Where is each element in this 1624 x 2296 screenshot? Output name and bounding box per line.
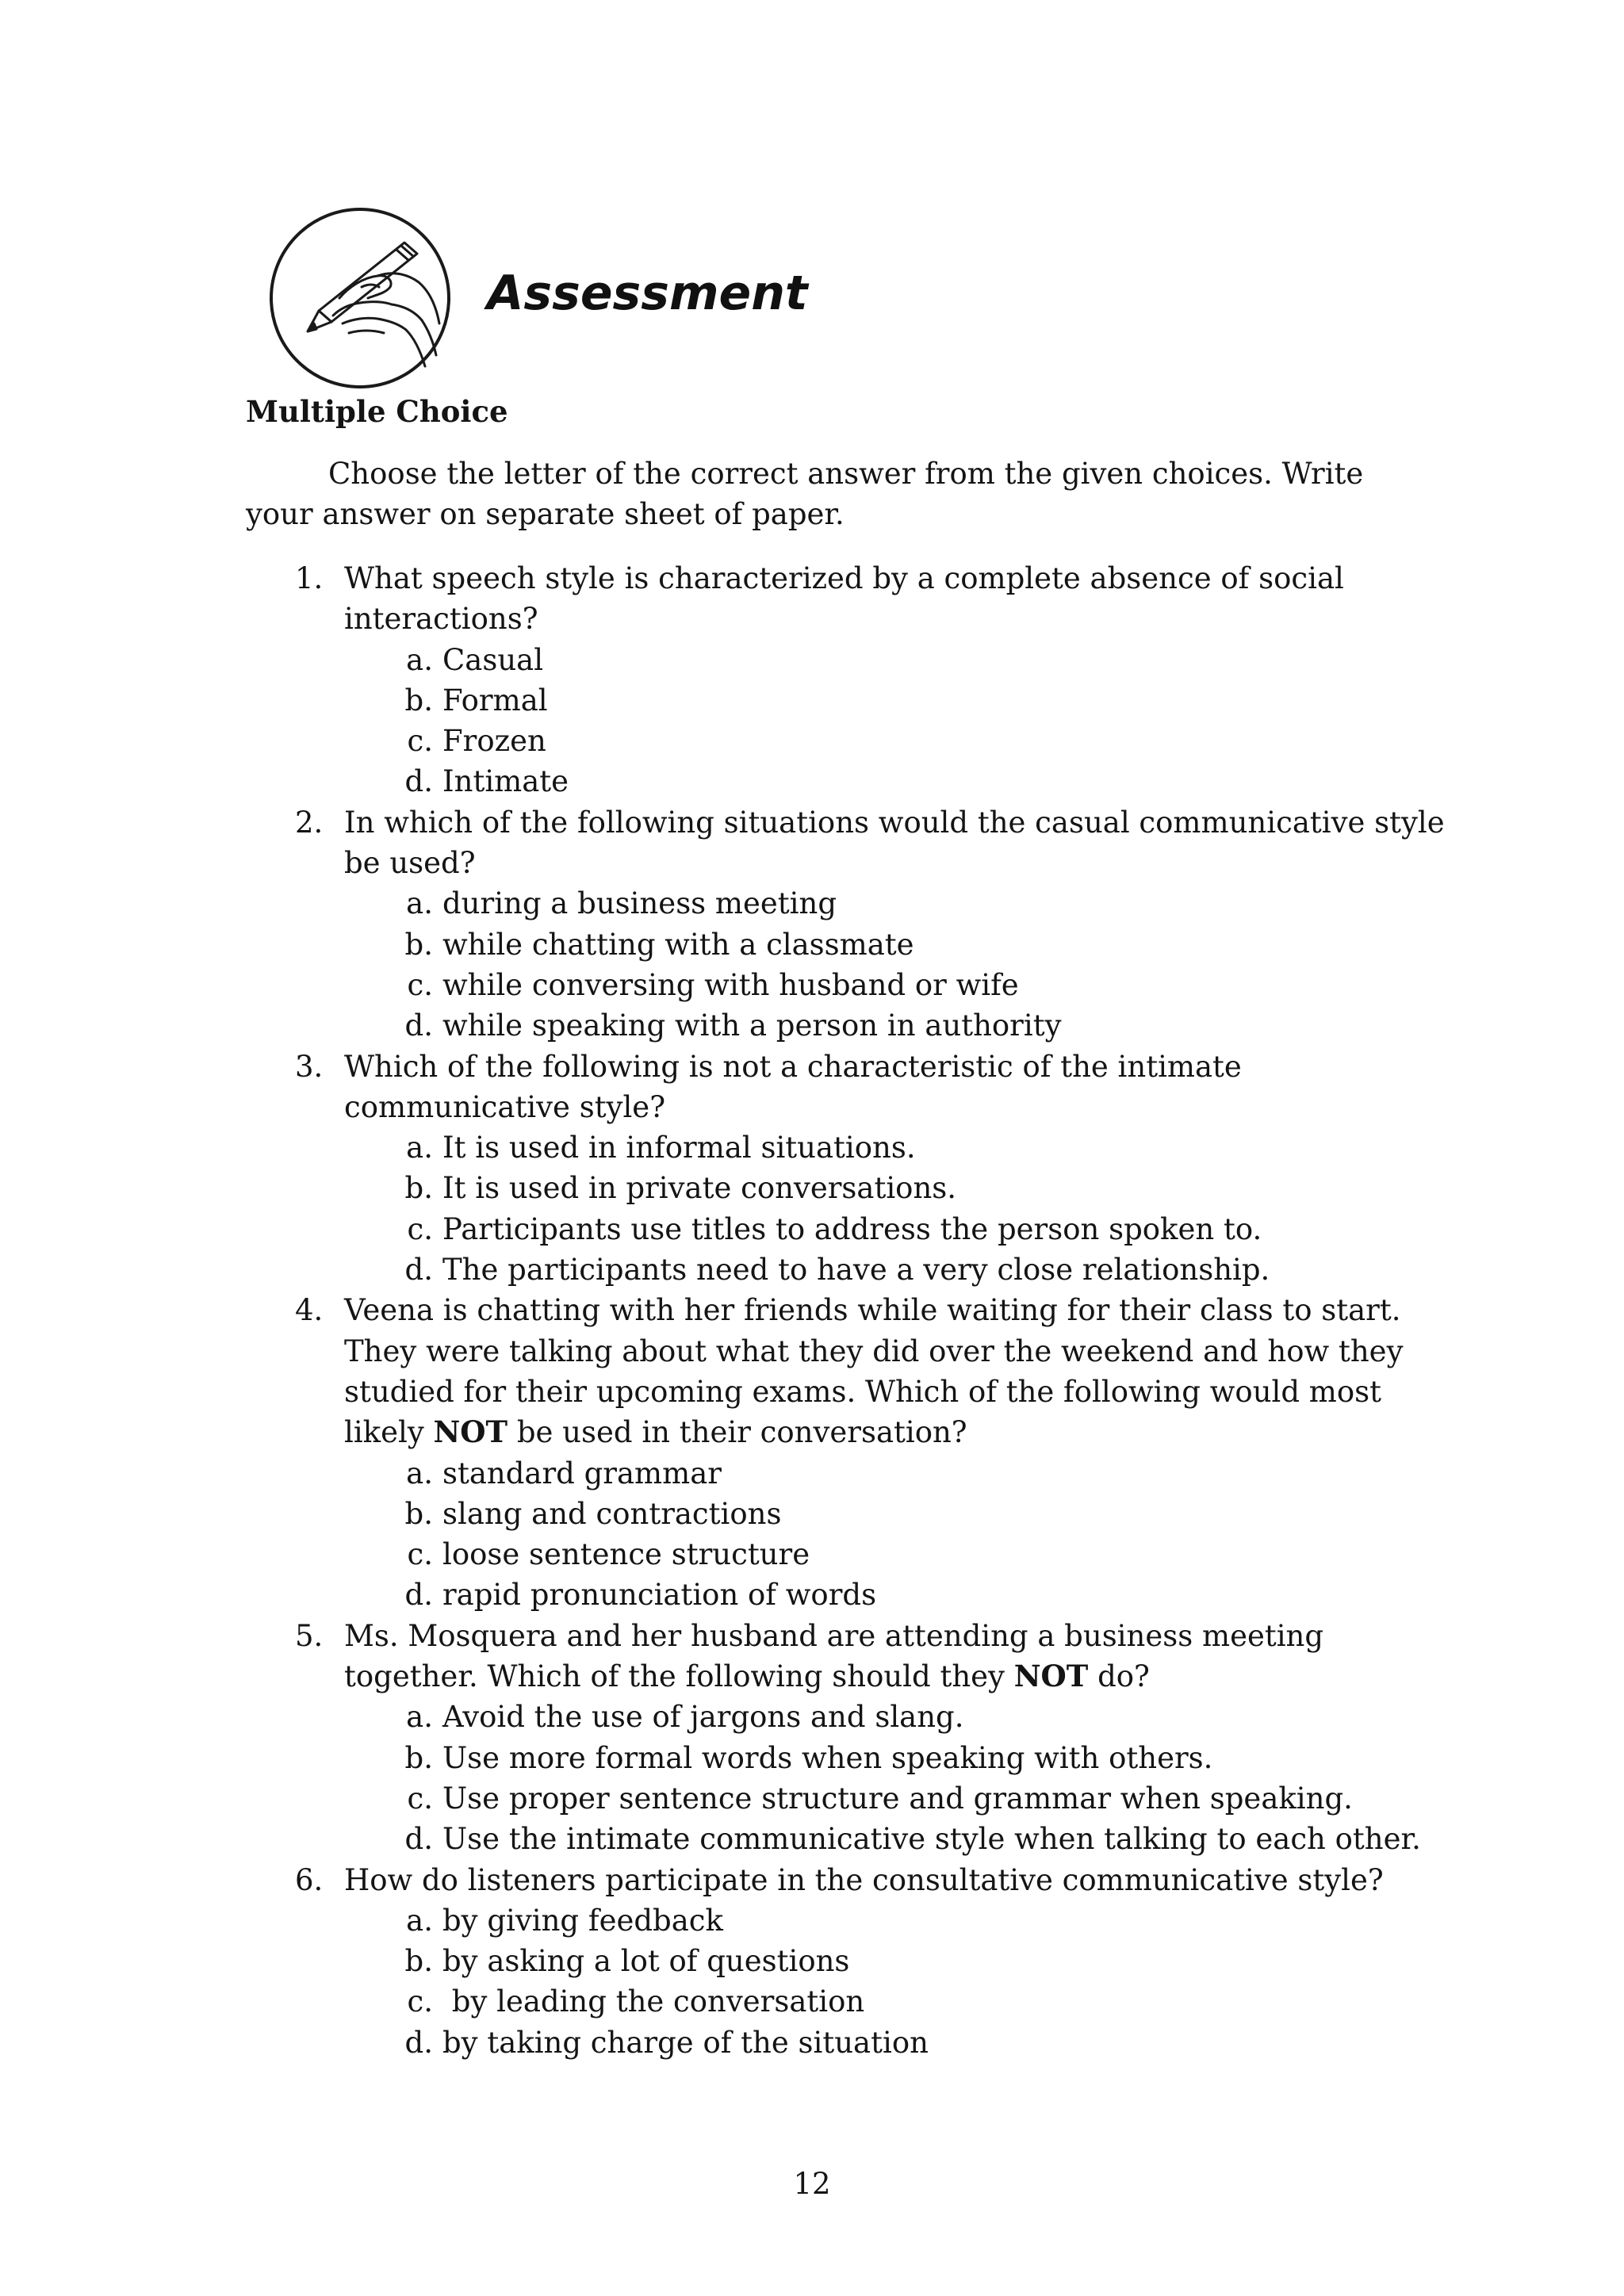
question-line: What speech style is characterized by a complete absence of social: [344, 561, 1344, 595]
choice-c: [246, 1981, 1467, 2022]
choice-text: while chatting with a classmate: [442, 927, 914, 962]
choice-d: [246, 761, 1467, 802]
question-number: 1.: [295, 561, 324, 595]
choice-a: [246, 640, 1467, 680]
choice-c: [246, 721, 1467, 761]
choice-letter: d.: [404, 1008, 433, 1043]
question-text: [344, 1616, 1467, 1697]
choice-b: [246, 1941, 1467, 1981]
question-number: 5.: [295, 1618, 324, 1653]
choice-letter: c.: [407, 1537, 433, 1572]
choice-text: standard grammar: [442, 1456, 722, 1490]
choice-b: [246, 1168, 1467, 1208]
choice-b: [246, 924, 1467, 965]
question-list: [246, 558, 1467, 2063]
choice-text: by giving feedback: [442, 1903, 723, 1938]
choice-letter: b.: [404, 1171, 433, 1206]
instructions: Choose the letter of the correct answer from the given choices. Write your answer on separate sheet of paper.: [246, 457, 1364, 531]
choice-b: [246, 1494, 1467, 1534]
emphasis-not: NOT: [433, 1414, 508, 1450]
emphasis-not: NOT: [1013, 1659, 1089, 1694]
choice-list: [246, 1697, 1467, 1859]
question-text: [344, 1860, 1467, 1900]
choice-text: Casual: [442, 642, 544, 677]
question-text: [344, 802, 1467, 884]
choice-text: loose sentence structure: [442, 1537, 810, 1572]
choice-letter: c.: [407, 1984, 433, 2019]
question-line: Which of the following is not a characteristic of the intimate: [344, 1049, 1242, 1084]
choice-text: by leading the conversation: [442, 1984, 865, 2019]
choice-d: [246, 1819, 1467, 1859]
choice-letter: d.: [404, 1822, 433, 1857]
choice-letter: a.: [406, 1903, 433, 1938]
choice-list: [246, 1453, 1467, 1616]
choice-list: [246, 1900, 1467, 2063]
choice-a: [246, 1453, 1467, 1494]
choice-c: [246, 1209, 1467, 1249]
question-number: 6.: [295, 1862, 324, 1897]
page-title: Assessment: [487, 266, 808, 321]
choice-letter: a.: [406, 642, 433, 677]
choice-letter: d.: [404, 764, 433, 799]
section-heading: Multiple Choice: [246, 394, 508, 429]
choice-c: [246, 965, 1467, 1005]
question-line-end: be used in their conversation?: [508, 1415, 967, 1450]
choice-c: [246, 1778, 1467, 1819]
choice-text: Intimate: [442, 764, 569, 799]
choice-text: Frozen: [442, 724, 546, 759]
question-text: [344, 1047, 1467, 1128]
choice-d: [246, 2022, 1467, 2063]
choice-letter: c.: [407, 967, 433, 1002]
question-line-end: do?: [1088, 1659, 1150, 1694]
choice-text: Use proper sentence structure and grammar when speaking.: [442, 1781, 1353, 1816]
choice-d: [246, 1249, 1467, 1290]
choice-text: while speaking with a person in authority: [442, 1008, 1062, 1043]
question-1: [246, 558, 1467, 802]
question-2: [246, 802, 1467, 1047]
choice-text: It is used in private conversations.: [442, 1171, 957, 1206]
choice-letter: c.: [407, 1781, 433, 1816]
choice-a: [246, 1900, 1467, 1941]
choice-letter: b.: [404, 1944, 433, 1979]
question-5: [246, 1616, 1467, 1860]
question-line: be used?: [344, 846, 476, 881]
question-line: interactions?: [344, 602, 538, 637]
choice-a: [246, 883, 1467, 924]
page-number: 12: [793, 2167, 831, 2201]
question-number: 3.: [295, 1049, 324, 1084]
question-line: In which of the following situations would the casual communicative style: [344, 805, 1445, 840]
choice-list: [246, 640, 1467, 802]
choice-text: Participants use titles to address the person spoken to.: [442, 1211, 1262, 1246]
choice-letter: c.: [407, 724, 433, 759]
choice-b: [246, 680, 1467, 721]
question-number: 2.: [295, 805, 324, 840]
question-text: [344, 558, 1467, 640]
question-line: studied for their upcoming exams. Which of the following would most: [344, 1374, 1382, 1409]
question-line: Veena is chatting with her friends while waiting for their class to start.: [344, 1293, 1401, 1328]
choice-d: [246, 1005, 1467, 1046]
choice-letter: a.: [406, 1456, 433, 1490]
choice-text: Use the intimate communicative style when talking to each other.: [442, 1822, 1421, 1857]
question-3: [246, 1047, 1467, 1291]
choice-text: Formal: [442, 683, 548, 718]
question-line: Ms. Mosquera and her husband are attending a business meeting: [344, 1618, 1324, 1653]
question-line-start: together. Which of the following should they: [344, 1659, 1014, 1694]
choice-text: Avoid the use of jargons and slang.: [442, 1700, 964, 1735]
choice-text: by taking charge of the situation: [442, 2025, 929, 2060]
choice-letter: d.: [404, 1253, 433, 1288]
choice-letter: d.: [404, 1578, 433, 1613]
question-4: [246, 1290, 1467, 1615]
question-text: [344, 1290, 1467, 1452]
choice-text: by asking a lot of questions: [442, 1944, 850, 1979]
choice-c: [246, 1534, 1467, 1575]
hand-writing-pencil-icon: [266, 205, 454, 392]
choice-text: while conversing with husband or wife: [442, 967, 1019, 1002]
choice-text: during a business meeting: [442, 886, 837, 921]
choice-b: [246, 1738, 1467, 1778]
question-line-start: likely: [344, 1415, 434, 1450]
question-line: How do listeners participate in the consultative communicative style?: [344, 1862, 1384, 1897]
question-line: They were talking about what they did over the weekend and how they: [344, 1334, 1404, 1368]
question-6: [246, 1860, 1467, 2063]
choice-d: [246, 1575, 1467, 1615]
choice-letter: b.: [404, 683, 433, 718]
choice-text: rapid pronunciation of words: [442, 1578, 877, 1613]
choice-letter: a.: [406, 886, 433, 921]
choice-letter: c.: [407, 1211, 433, 1246]
choice-text: Use more formal words when speaking with others.: [442, 1740, 1213, 1775]
choice-letter: a.: [406, 1700, 433, 1735]
choice-a: [246, 1697, 1467, 1737]
choice-letter: b.: [404, 1496, 433, 1531]
question-line: communicative style?: [344, 1089, 666, 1124]
choice-letter: a.: [406, 1131, 433, 1165]
choice-a: [246, 1127, 1467, 1168]
question-number: 4.: [295, 1293, 324, 1328]
choice-list: [246, 1127, 1467, 1290]
choice-text: It is used in informal situations.: [442, 1131, 916, 1165]
choice-letter: b.: [404, 1740, 433, 1775]
choice-letter: b.: [404, 927, 433, 962]
choice-list: [246, 883, 1467, 1046]
choice-text: The participants need to have a very close relationship.: [442, 1253, 1270, 1288]
choice-letter: d.: [404, 2025, 433, 2060]
choice-text: slang and contractions: [442, 1496, 782, 1531]
